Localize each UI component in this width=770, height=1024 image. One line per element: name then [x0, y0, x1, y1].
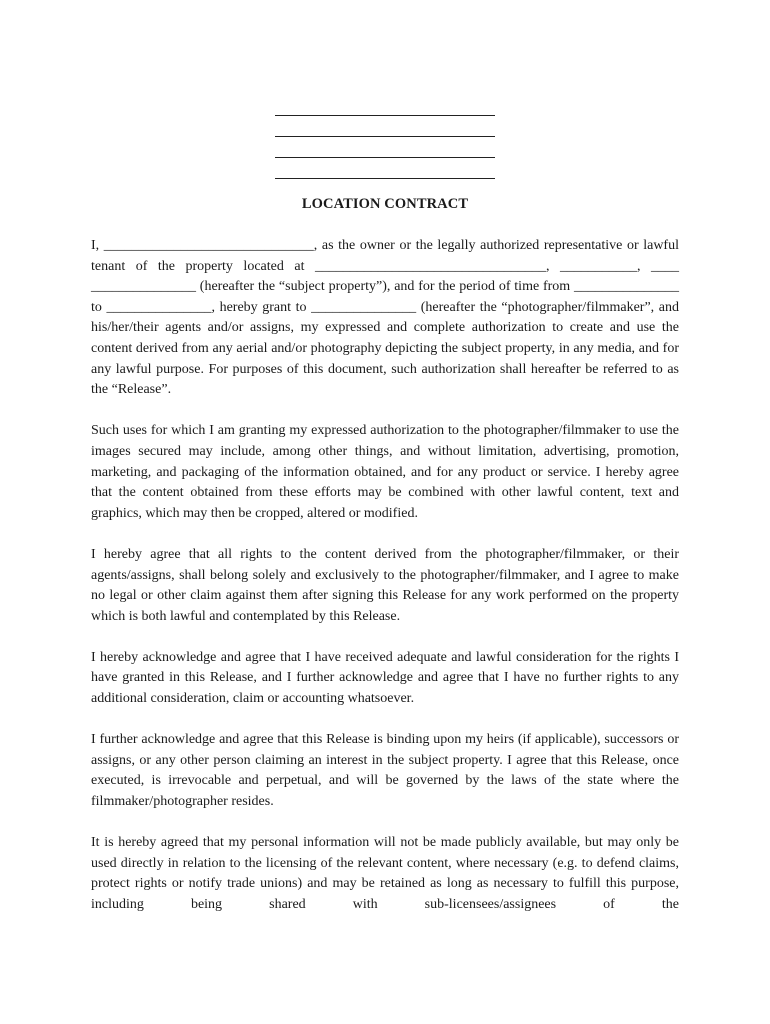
- paragraph-personal-information: It is hereby agreed that my personal information will not be made publicly available, but may only be used directly in relation to the licensing of the relevant content, where necessary (e.g. to defend claims, protect rights or notify trade unions) and may be retained as long as necessary to fulfill this purpose, including being shared with sub-licensees/assignees of the: [91, 835, 679, 912]
- header-blank-line-2: [275, 116, 495, 137]
- header-blank-line-4: [275, 158, 495, 179]
- header-blank-lines: [275, 95, 495, 179]
- document-body: [91, 236, 679, 936]
- paragraph-binding: I further acknowledge and agree that this Release is binding upon my heirs (if applicable), successors or assigns, or any other person claiming an interest in the subject property. I agree that this Release, once executed, is irrevocable and perpetual, and will be governed by the laws of the state where the filmmaker/photographer resides.: [91, 732, 679, 810]
- document-title: LOCATION CONTRACT: [301, 196, 469, 212]
- paragraph-consideration: I hereby acknowledge and agree that I have received adequate and lawful consideration for the rights I have granted in this Release, and I further acknowledge and agree that I have no further rights to any additional consideration, claim or accounting whatsoever.: [91, 649, 679, 707]
- header-blank-line-1: [275, 95, 495, 116]
- header-blank-line-3: [275, 137, 495, 158]
- paragraph-rights: I hereby agree that all rights to the content derived from the photographer/filmmaker, or their agents/assigns, shall belong solely and exclusively to the photographer/filmmaker, and I agree to make no legal or other claim against them after signing this Release for any work performed on the property which is both lawful and contemplated by this Release.: [91, 546, 679, 624]
- paragraph-grant: I, ______________________________, as the owner or the legally authorized representative or lawful tenant of the property located at _________________________________, ___________, ____ _______________ (hereafter the “subject property”), and for the period of time from _______________ to _______________, hereby grant to _______________ (hereafter the “photographer/filmmaker”, and his/her/their agents and/or assigns, my expressed and complete authorization to create and use the content derived from any aerial and/or photography depicting the subject property, in any media, and for any lawful purpose. For purposes of this document, such authorization shall hereafter be referred to as the “Release”.: [91, 238, 679, 398]
- paragraph-uses: Such uses for which I am granting my expressed authorization to the photographer/filmmaker to use the images secured may include, among other things, and without limitation, advertising, promotion, marketing, and packaging of the information obtained, and for any product or service. I hereby agree that the content obtained from these efforts may be combined with other lawful content, text and graphics, which may then be cropped, altered or modified.: [91, 423, 679, 521]
